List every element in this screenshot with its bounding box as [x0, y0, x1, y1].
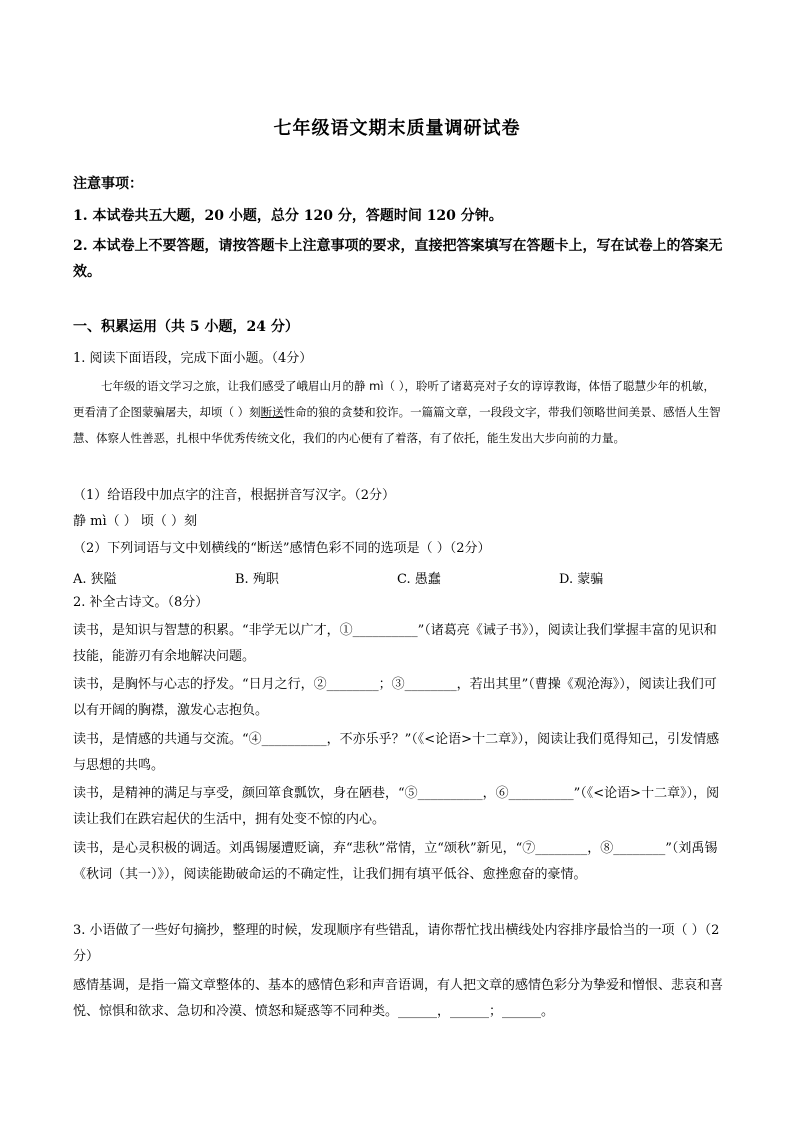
q1-sub1-blanks: 静 mì（ ） 顷（ ）刻 [73, 514, 198, 529]
q3-stem: 3. 小语做了一些好句摘抄，整理的时候，发现顺序有些错乱，请你帮忙找出横线处内容排序最恰当的一项（ ）（2分） [73, 923, 720, 964]
notice-item-1: 1. 本试卷共五大题，20 小题，总分 120 分，答题时间 120 分钟。 [73, 208, 503, 224]
section-1-heading: 一、积累运用（共 5 小题，24 分） [73, 319, 299, 335]
page-title: 七年级语文期末质量调研试卷 [273, 118, 521, 139]
q3-passage: 感情基调，是指一篇文章整体的、基本的感情色彩和声音语调，有人把文章的感情色彩分为挚爱和憎恨、悲哀和喜悦、惊惧和欲求、急切和冷漠、愤怒和疑惑等不同种类。______，______；______。 [73, 978, 724, 1019]
q1-stem: 1. 阅读下面语段，完成下面小题。（4分） [73, 351, 313, 366]
q1-option-a: A. 狭隘 [73, 572, 117, 587]
q1-sub2: （2）下列词语与文中划横线的“断送”感情色彩不同的选项是（ ）（2分） [73, 541, 491, 556]
q2-paragraph-1: 读书，是知识与智慧的积累。“非学无以广才，①__________”（诸葛亮《诫子书》），阅读让我们掌握丰富的见识和技能，能游刃有余地解决问题。 [73, 623, 717, 664]
q2-paragraph-2: 读书，是胸怀与心志的抒发。“日月之行，②________；③________，若出其里”（曹操《观沧海》），阅读让我们可以有开阔的胸襟，激发心志抱负。 [73, 677, 717, 718]
notice-heading: 注意事项： [73, 176, 143, 192]
q1-sub1: （1）给语段中加点字的注音，根据拼音写汉字。（2分） [73, 488, 396, 503]
q2-paragraph-5: 读书，是心灵积极的调适。刘禹锡屡遭贬谪，弃“悲秋”常情，立“颂秋”新见，“⑦________，⑧________”（刘禹锡《秋词（其一）》），阅读能勘破命运的不确定性，让我们拥有填平低谷、愈挫愈奋的豪情。 [73, 841, 718, 882]
q1-option-c: C. 愚蠢 [397, 572, 441, 587]
q1-option-d: D. 蒙骗 [559, 572, 604, 587]
q2-stem: 2. 补全古诗文。（8分） [73, 595, 209, 610]
q1-option-b: B. 殉职 [235, 572, 279, 587]
q1-passage-underlined: 断送 [260, 405, 284, 419]
q1-passage-part-b: 性命的狼的贪婪和狡诈。一篇篇文章，一段段文字，带我们领略世间美景、感悟人生智慧、体察人性善恶，扎根中华优秀传统文化，我们的内心便有了着落，有了依托，能生发出大步向前的力量。 [73, 405, 721, 445]
q1-passage [73, 373, 723, 451]
notice-item-2: 2. 本试卷上不要答题，请按答题卡上注意事项的要求，直接把答案填写在答题卡上，写在试卷上的答案无效。 [73, 238, 723, 280]
q2-paragraph-4: 读书，是精神的满足与享受，颜回箪食瓢饮，身在陋巷，“⑤__________，⑥__________”（《<论语>十二章》），阅读让我们在跌宕起伏的生活中，拥有处变不惊的内心。 [73, 786, 720, 827]
q2-paragraph-3: 读书，是情感的共通与交流。“④__________，不亦乐乎？”（《<论语>十二章》），阅读让我们觅得知己，引发情感与思想的共鸣。 [73, 732, 720, 773]
q1-passage-part-a: 七年级的语文学习之旅，让我们感受了峨眉山月的静 mì（ ），聆听了诸葛亮对子女的谆谆教诲，体悟了聪慧少年的机敏，更看清了企图蒙骗屠夫，却顷（ ）刻 [73, 379, 715, 419]
